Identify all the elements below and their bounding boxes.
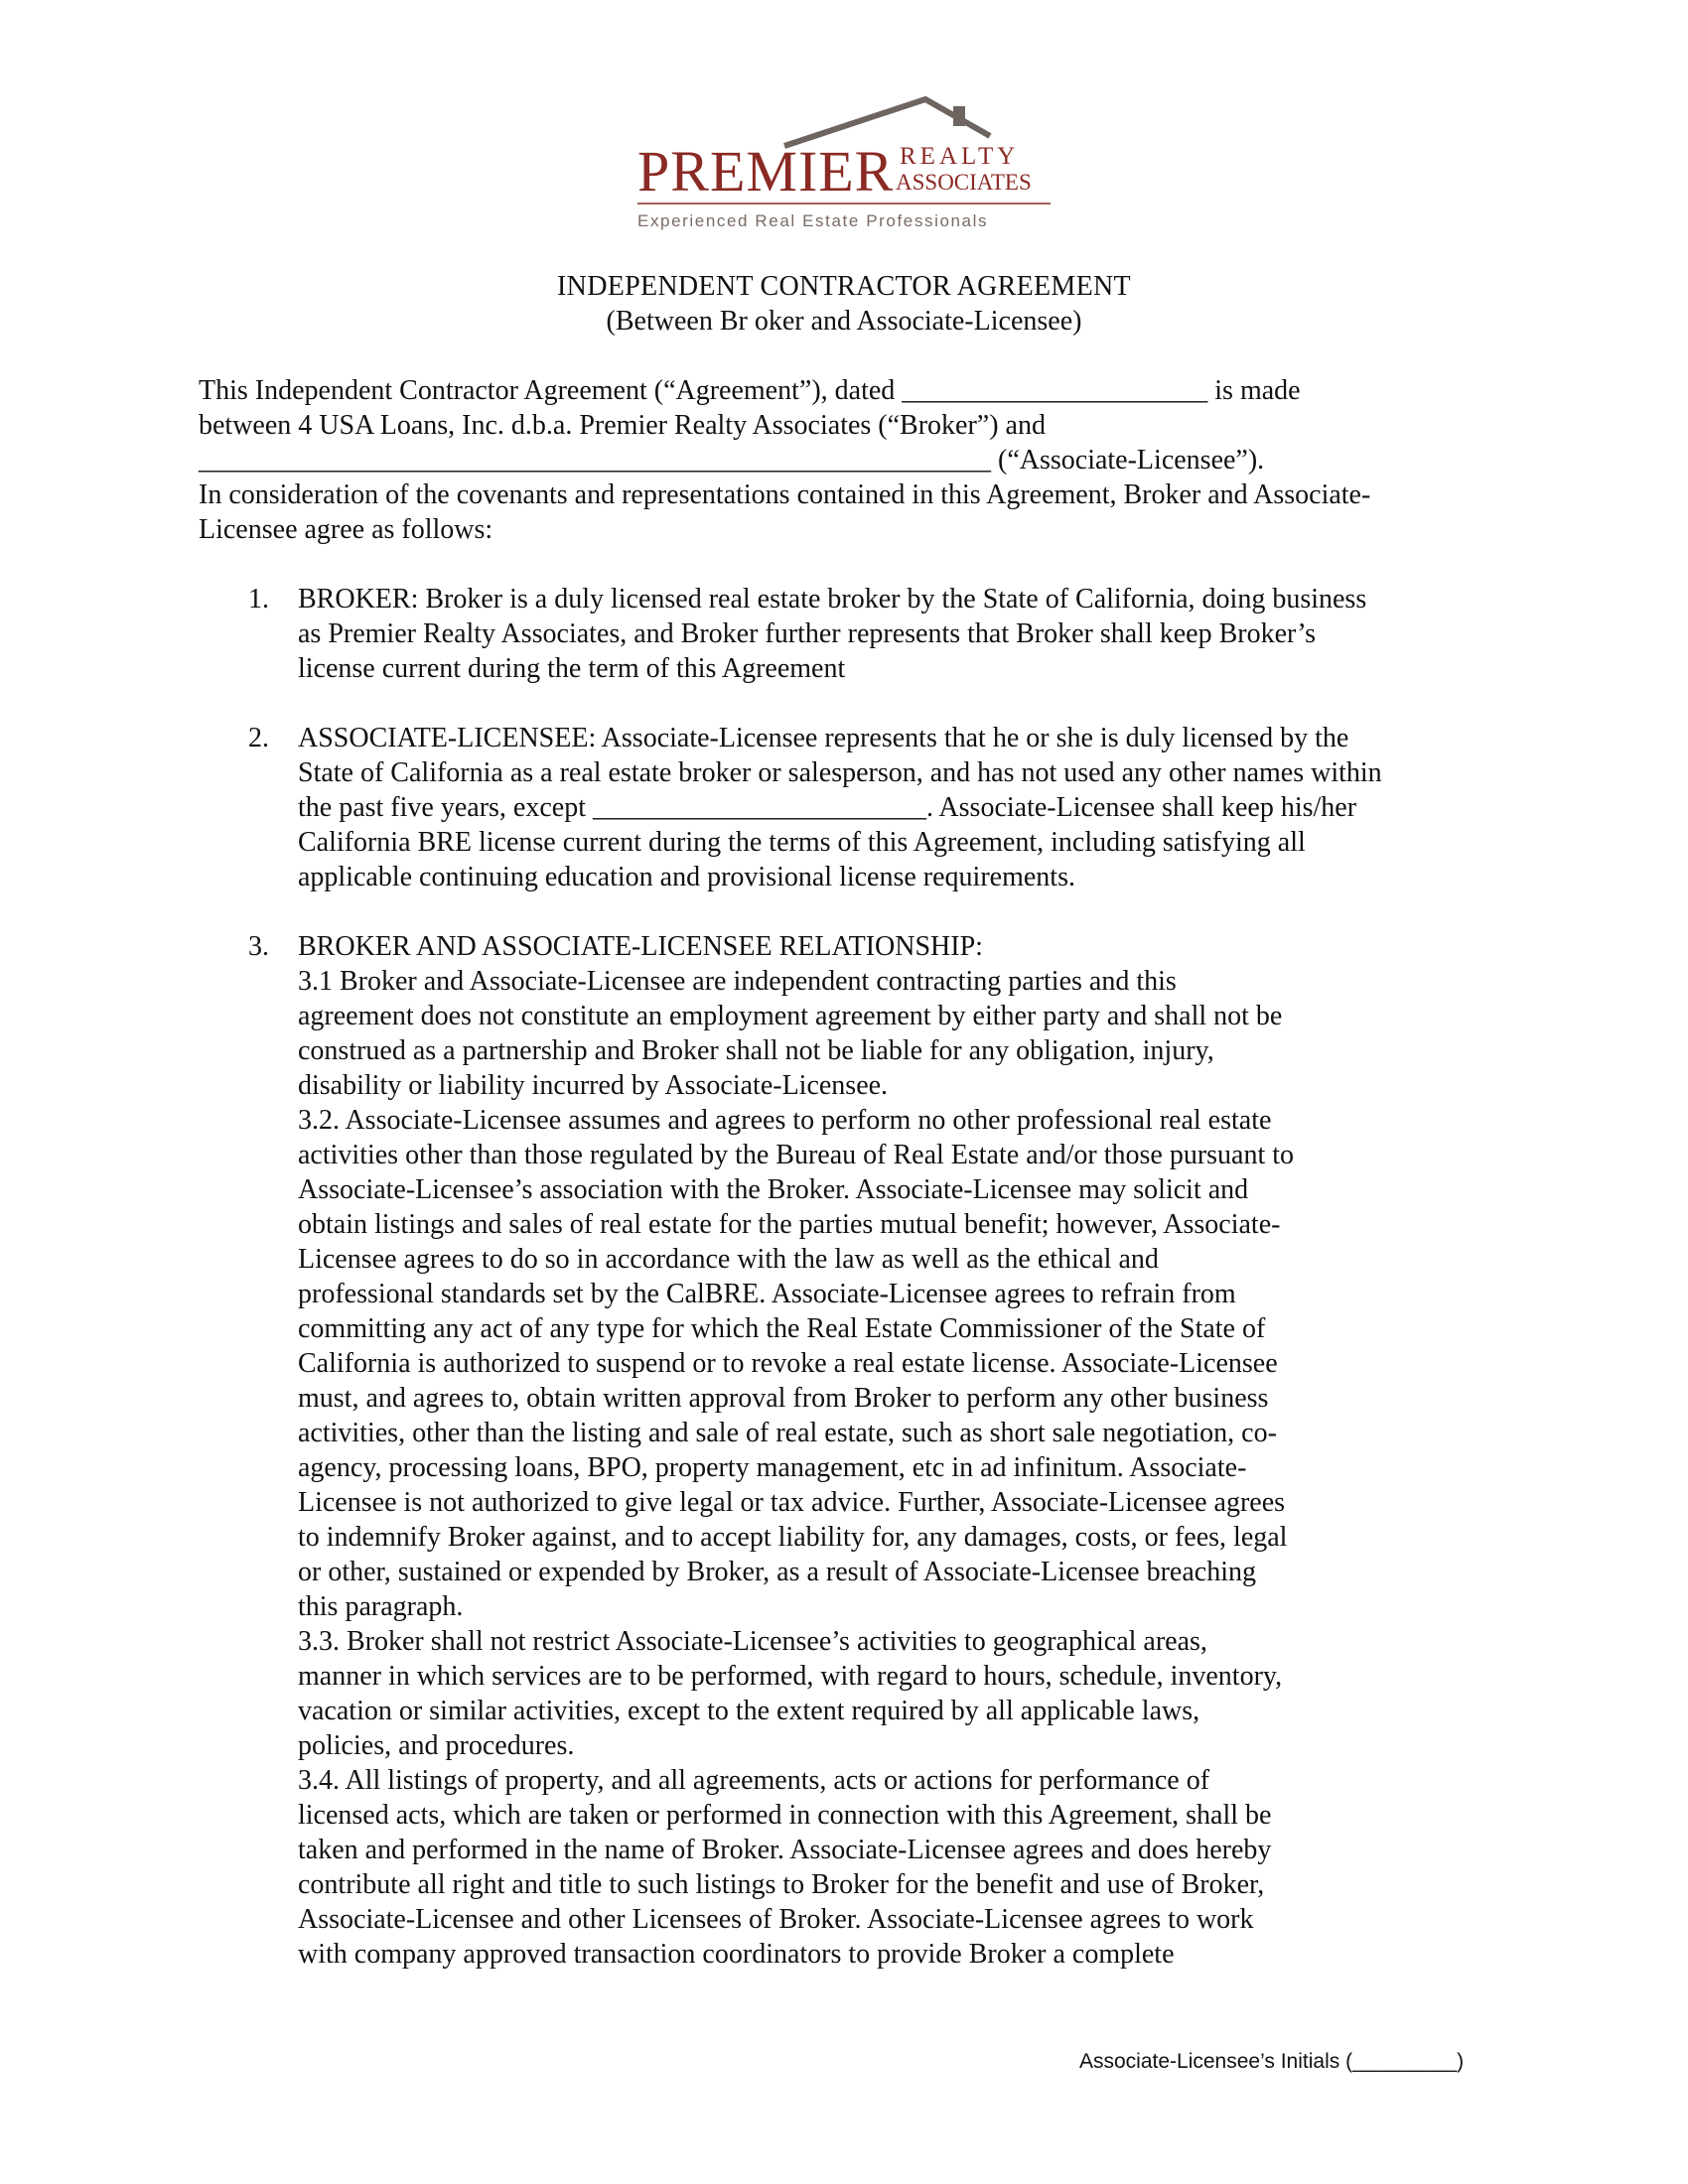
text-line: with company approved transaction coordinators to provide Broker a complete (298, 1939, 1175, 1970)
text-line: construed as a partnership and Broker shall not be liable for any obligation, injury, (298, 1035, 1214, 1066)
text-line: licensed acts, which are taken or performed in connection with this Agreement, shall be (298, 1800, 1272, 1831)
document-title: INDEPENDENT CONTRACTOR AGREEMENT (557, 271, 1131, 302)
text-line: policies, and procedures. (298, 1730, 575, 1761)
section-body (298, 929, 1489, 1972)
text-line: Licensee agrees to do so in accordance with the law as well as the ethical and (298, 1244, 1159, 1275)
logo-realty: REALTY (900, 143, 1020, 170)
text-line: Licensee is not authorized to give legal or tax advice. Further, Associate-Licensee agrees (298, 1487, 1286, 1518)
text-line: California is authorized to suspend or to revoke a real estate license. Associate-Licensee (298, 1348, 1278, 1379)
text-line: license current during the term of this Agreement (298, 653, 846, 684)
document-subtitle: (Between Br oker and Associate-Licensee) (606, 306, 1082, 337)
text-line: obtain listings and sales of real estate for the parties mutual benefit; however, Associate- (298, 1209, 1281, 1240)
text-line: between 4 USA Loans, Inc. d.b.a. Premier Realty Associates (“Broker”) and (199, 410, 1046, 441)
premier-realty-logo (635, 94, 1053, 238)
text-line: Licensee agree as follows: (199, 514, 493, 545)
text-line: In consideration of the covenants and representations contained in this Agreement, Broker and Associate- (199, 479, 1371, 510)
section-heading: BROKER AND ASSOCIATE-LICENSEE RELATIONSHIP: (298, 931, 983, 962)
text-line: the past five years, except ________________________. Associate-Licensee shall keep his/her (298, 792, 1357, 823)
text-line: 3.4. All listings of property, and all agreements, acts or actions for performance of (298, 1765, 1210, 1796)
section-body (298, 582, 1489, 686)
text-line: Associate-Licensee and other Licensees of Broker. Associate-Licensee agrees to work (298, 1904, 1254, 1935)
text-line: disability or liability incurred by Associate-Licensee. (298, 1070, 889, 1101)
logo-tagline: Experienced Real Estate Professionals (637, 211, 989, 230)
section-number: 3. (248, 931, 269, 962)
text-line: agreement does not constitute an employment agreement by either party and shall not be (298, 1001, 1283, 1031)
text-line: _________________________________________________________ (“Associate-Licensee”). (199, 445, 1265, 476)
text-line: 3.3. Broker shall not restrict Associate-Licensee’s activities to geographical areas, (298, 1626, 1207, 1657)
section-number: 2. (248, 723, 269, 753)
text-line: applicable continuing education and provisional license requirements. (298, 862, 1075, 892)
text-line: 3.2. Associate-Licensee assumes and agrees to perform no other professional real estate (298, 1105, 1272, 1136)
initials-footer: Associate-Licensee’s Initials (_________) (1079, 2050, 1465, 2073)
logo-brand: PREMIER (637, 139, 895, 204)
text-line: as Premier Realty Associates, and Broker further represents that Broker shall keep Broker’s (298, 618, 1317, 649)
text-line: activities, other than the listing and sale of real estate, such as short sale negotiation, co- (298, 1418, 1277, 1448)
text-line: manner in which services are to be performed, with regard to hours, schedule, inventory, (298, 1661, 1283, 1692)
chimney-icon (953, 106, 965, 126)
text-line: contribute all right and title to such listings to Broker for the benefit and use of Broker, (298, 1869, 1265, 1900)
text-line: professional standards set by the CalBRE. Associate-Licensee agrees to refrain from (298, 1279, 1236, 1309)
text-line: committing any act of any type for which the Real Estate Commissioner of the State of (298, 1313, 1266, 1344)
text-line: California BRE license current during the terms of this Agreement, including satisfying all (298, 827, 1306, 858)
section-number: 1. (248, 584, 269, 614)
intro-paragraph (199, 373, 1489, 547)
text-line: Associate-Licensee’s association with the Broker. Associate-Licensee may solicit and (298, 1174, 1249, 1205)
text-line: this paragraph. (298, 1591, 464, 1622)
text-line: BROKER: Broker is a duly licensed real estate broker by the State of California, doing business (298, 584, 1367, 614)
logo-associates: ASSOCIATES (896, 170, 1032, 195)
text-line: to indemnify Broker against, and to accept liability for, any damages, costs, or fees, legal (298, 1522, 1288, 1553)
text-line: This Independent Contractor Agreement (“Agreement”), dated ______________________ is made (199, 375, 1301, 406)
text-line: taken and performed in the name of Broker. Associate-Licensee agrees and does hereby (298, 1835, 1272, 1865)
text-line: must, and agrees to, obtain written approval from Broker to perform any other business (298, 1383, 1269, 1414)
text-line: State of California as a real estate broker or salesperson, and has not used any other names within (298, 757, 1382, 788)
section-body (298, 721, 1489, 894)
text-line: ASSOCIATE-LICENSEE: Associate-Licensee represents that he or she is duly licensed by the (298, 723, 1349, 753)
text-line: activities other than those regulated by the Bureau of Real Estate and/or those pursuant to (298, 1140, 1295, 1170)
text-line: agency, processing loans, BPO, property management, etc in ad infinitum. Associate- (298, 1452, 1247, 1483)
text-line: 3.1 Broker and Associate-Licensee are independent contracting parties and this (298, 966, 1177, 997)
text-line: vacation or similar activities, except to the extent required by all applicable laws, (298, 1696, 1200, 1726)
logo-graphic (635, 94, 1053, 238)
text-line: or other, sustained or expended by Broker, as a result of Associate-Licensee breaching (298, 1557, 1256, 1587)
